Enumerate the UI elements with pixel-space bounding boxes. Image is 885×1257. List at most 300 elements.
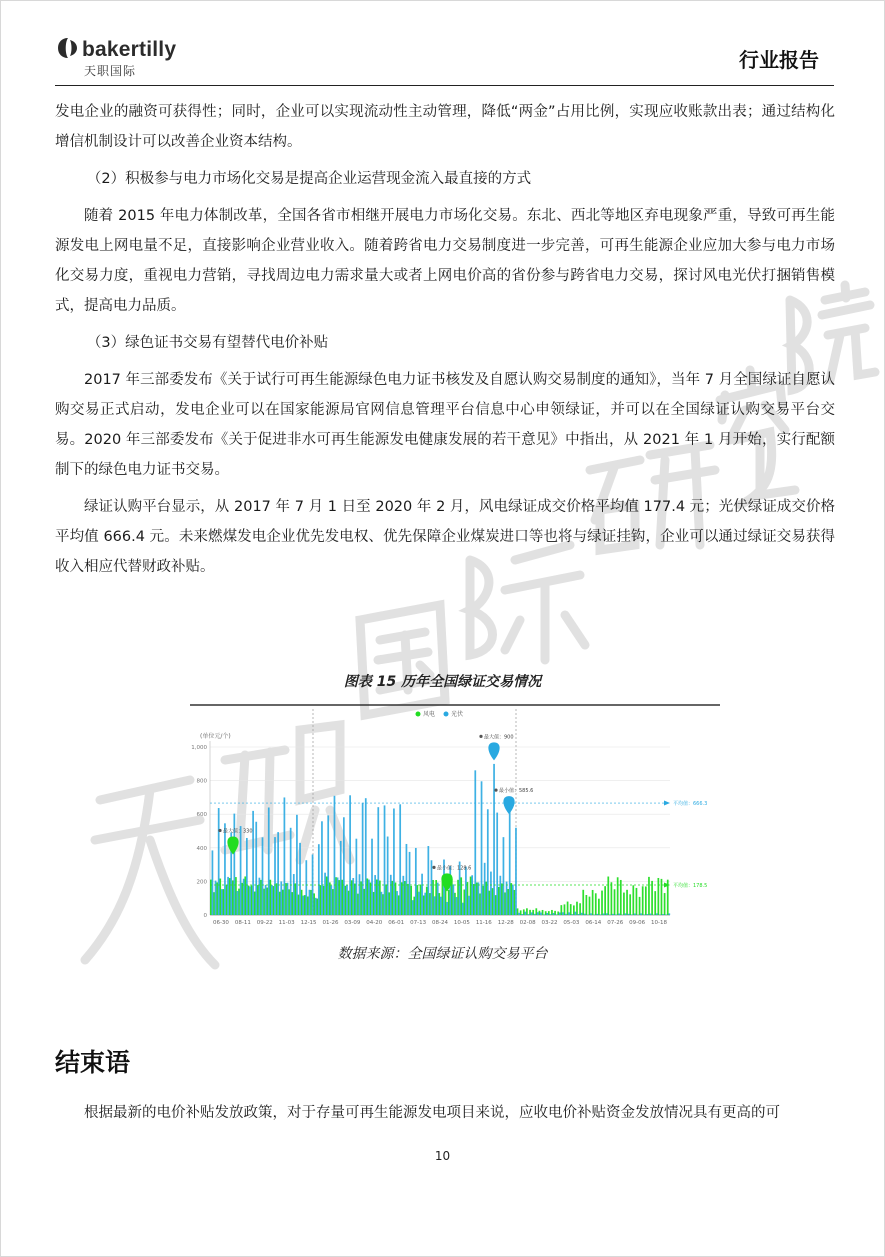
bar: [359, 874, 361, 915]
subheading: （3）绿色证书交易有望替代电价补贴: [86, 335, 329, 351]
bar: [418, 892, 420, 915]
bar: [501, 883, 503, 915]
bar: [343, 817, 345, 915]
bar: [356, 839, 358, 915]
bar: [374, 875, 376, 915]
bar: [438, 893, 440, 915]
bar: [453, 884, 455, 915]
bar: [432, 880, 434, 915]
y-tick-label: 0: [203, 913, 207, 919]
legend-label: 光伏: [451, 711, 464, 718]
x-tick-label: 08-11: [234, 920, 251, 926]
x-tick-label: 10-18: [651, 920, 668, 926]
legend-label: 风电: [423, 711, 436, 718]
bar: [651, 881, 653, 915]
bar: [348, 891, 350, 915]
bar: [409, 852, 411, 915]
bar: [490, 872, 492, 915]
bar: [388, 892, 390, 915]
bar: [546, 913, 548, 915]
bar: [420, 885, 422, 915]
bar: [642, 886, 644, 915]
legend-marker: [444, 712, 449, 717]
bar: [632, 885, 634, 915]
bar: [271, 885, 273, 915]
bar: [534, 914, 536, 915]
bar: [601, 891, 603, 915]
bar: [215, 881, 217, 915]
bar: [387, 837, 389, 915]
bar: [526, 908, 528, 915]
bar: [625, 913, 627, 915]
bar: [618, 914, 620, 915]
bar: [589, 897, 591, 915]
bar: [404, 881, 406, 915]
bar: [548, 911, 550, 915]
bar: [573, 905, 575, 915]
bar: [600, 914, 602, 915]
bar: [423, 895, 425, 915]
bar: [664, 893, 666, 915]
logo: [56, 34, 196, 80]
bar: [424, 893, 426, 915]
bar: [213, 892, 215, 915]
bar: [301, 890, 303, 915]
x-tick-label: 12-28: [497, 920, 514, 926]
pin-label-dot: [494, 789, 497, 792]
bar: [584, 914, 586, 915]
bar: [662, 914, 664, 915]
bar: [263, 889, 265, 915]
bar: [309, 890, 311, 915]
bar: [586, 895, 588, 915]
bar: [377, 807, 379, 915]
bar: [362, 803, 364, 915]
bar: [368, 880, 370, 915]
bar: [507, 889, 509, 915]
bar: [391, 881, 393, 915]
bar: [535, 908, 537, 915]
pin-label: 最小值：585.6: [499, 788, 534, 795]
bar: [287, 883, 289, 915]
bar: [273, 886, 275, 915]
bar: [257, 885, 259, 915]
pin-label: 最大值：330: [223, 828, 253, 835]
figure-caption: 图表 15 历年全国绿证交易情况: [343, 674, 542, 690]
bar: [659, 914, 661, 915]
bar: [581, 913, 583, 915]
x-tick-label: 06-01: [388, 920, 405, 926]
x-tick-label: 04-20: [366, 920, 383, 926]
x-tick-label: 01-26: [322, 920, 339, 926]
paragraph: 随着 2015 年电力体制改革，全国各省市相继开展电力市场化交易。东北、西北等地区弃电现象严重，导致可再生能源发电上网电量不足，直接影响企业营业收入。随着跨省电力交易制度进一步完善，可再生能源企业应加大参与电力市场化交易力度，重视电力营销，寻找周边电力需求量大或者上网电价高的省份参与跨省电力交易，探讨风电光伏打捆销售模式，提高电力品质。: [55, 208, 835, 314]
bar: [495, 895, 497, 915]
bar: [499, 876, 501, 915]
bar: [661, 879, 663, 915]
bar: [631, 914, 633, 915]
bar: [216, 882, 218, 915]
bar: [456, 897, 458, 915]
bar: [259, 878, 261, 915]
bar: [227, 877, 229, 915]
x-tick-label: 08-24: [432, 920, 448, 926]
bar: [285, 883, 287, 915]
bar: [654, 891, 656, 915]
bar: [265, 885, 267, 915]
bar: [620, 880, 622, 915]
bar: [235, 877, 237, 915]
bar: [277, 832, 279, 915]
bar: [570, 904, 572, 915]
bar: [647, 914, 649, 915]
bar: [665, 914, 667, 915]
bar: [238, 889, 240, 915]
bar: [449, 866, 451, 915]
bar: [320, 885, 322, 915]
bar: [366, 878, 368, 915]
bar: [614, 889, 616, 915]
x-tick-label: 06-14: [585, 920, 602, 926]
x-tick-label: 10-05: [453, 920, 470, 926]
bar: [349, 795, 351, 915]
bar: [327, 815, 329, 915]
bar: [440, 897, 442, 915]
bar: [576, 902, 578, 915]
page-number: 10: [434, 1149, 451, 1163]
bar: [357, 894, 359, 915]
bar: [318, 844, 320, 915]
y-tick-label: 1,000: [191, 745, 207, 751]
bar: [421, 874, 423, 915]
bar: [446, 902, 448, 915]
bar: [554, 911, 556, 915]
bar: [478, 882, 480, 915]
bar: [302, 896, 304, 915]
bar: [337, 877, 339, 915]
bar: [294, 883, 296, 915]
bar: [524, 912, 526, 915]
y-tick-label: 200: [196, 879, 207, 886]
bar: [434, 896, 436, 915]
pin-label-dot: [218, 829, 221, 832]
bar: [556, 914, 558, 915]
bar: [668, 913, 670, 915]
bar: [324, 873, 326, 915]
bar: [648, 877, 650, 915]
bar: [560, 905, 562, 915]
bar: [254, 892, 256, 915]
bar: [645, 886, 647, 915]
bar: [512, 885, 514, 915]
bar: [390, 875, 392, 915]
bar: [381, 892, 383, 915]
bar: [463, 890, 465, 915]
bar: [598, 899, 600, 915]
bar: [617, 877, 619, 915]
bar: [540, 912, 542, 915]
bar: [395, 883, 397, 915]
bar: [398, 895, 400, 915]
bar: [415, 848, 417, 915]
bar: [553, 913, 555, 915]
bar: [282, 890, 284, 915]
y-axis-label: (单位元/个): [200, 733, 231, 740]
bar: [468, 896, 470, 915]
bar: [305, 860, 307, 915]
bar: [223, 889, 225, 915]
bar: [304, 895, 306, 915]
bar: [221, 889, 223, 915]
logo-mark-icon: [56, 36, 80, 60]
bar: [410, 886, 412, 915]
bar: [467, 882, 469, 915]
bar: [334, 796, 336, 915]
bar: [656, 913, 658, 915]
header-rule: [55, 85, 834, 86]
bar: [523, 909, 525, 915]
pin-marker-icon: [503, 796, 514, 814]
bar: [384, 805, 386, 915]
bar: [268, 807, 270, 915]
bar: [592, 890, 594, 915]
bar: [288, 889, 290, 915]
bar: [310, 890, 312, 915]
body-text: [55, 97, 835, 589]
bar: [363, 889, 365, 915]
bar: [396, 891, 398, 915]
bar: [506, 882, 508, 915]
bar: [406, 844, 408, 915]
bar: [611, 882, 613, 915]
bar: [219, 879, 221, 915]
bar: [237, 891, 239, 915]
bar: [481, 781, 483, 915]
bar: [454, 893, 456, 915]
bar: [532, 910, 534, 915]
bar: [291, 892, 293, 915]
bar: [376, 880, 378, 915]
bar: [514, 890, 516, 915]
bar: [462, 903, 464, 915]
bar: [379, 881, 381, 915]
bar: [571, 914, 573, 915]
bar: [212, 850, 214, 915]
bar: [542, 910, 544, 915]
bar: [290, 828, 292, 915]
bar: [437, 883, 439, 915]
pin-label-dot: [479, 735, 482, 738]
bar: [465, 867, 467, 915]
bar: [385, 884, 387, 915]
bar: [636, 888, 638, 915]
bar: [426, 887, 428, 915]
bar: [352, 878, 354, 915]
bar: [224, 823, 226, 915]
bar: [484, 863, 486, 915]
chart: [190, 703, 720, 933]
bar: [244, 876, 246, 915]
bar: [603, 913, 605, 915]
bar: [248, 886, 250, 915]
bar: [249, 886, 251, 915]
bar: [370, 883, 372, 915]
logo-text-en: bakertilly: [82, 38, 177, 61]
bar: [241, 883, 243, 915]
bar: [279, 892, 281, 915]
bar: [564, 904, 566, 915]
bar: [521, 914, 523, 915]
bar: [551, 910, 553, 915]
bar: [299, 843, 301, 915]
bar: [243, 879, 245, 915]
bar: [640, 913, 642, 915]
bar: [504, 892, 506, 915]
y-tick-label: 400: [196, 845, 207, 852]
report-type: 行业报告: [739, 48, 819, 72]
bar: [335, 877, 337, 915]
bar: [503, 837, 505, 915]
bar: [510, 883, 512, 915]
bar: [427, 846, 429, 915]
bar: [240, 826, 242, 915]
bar: [492, 888, 494, 915]
bar: [473, 884, 475, 915]
bar: [643, 914, 645, 915]
bar: [373, 892, 375, 915]
bar: [417, 885, 419, 915]
legend-marker: [416, 712, 421, 717]
bar: [529, 910, 531, 915]
bar: [604, 886, 606, 915]
bar: [326, 876, 328, 915]
bar: [557, 911, 559, 915]
bar: [650, 914, 652, 915]
bar: [360, 881, 362, 915]
bar: [550, 914, 552, 915]
bar: [543, 914, 545, 915]
bar: [429, 893, 431, 915]
pin-label: 最大值：900: [484, 734, 514, 741]
logo-text-cn: 天职国际: [84, 64, 137, 78]
bar: [307, 896, 309, 915]
x-tick-label: 07-26: [607, 920, 624, 926]
bar: [517, 908, 519, 915]
bar: [448, 890, 450, 915]
bar: [321, 821, 323, 915]
bar: [595, 893, 597, 915]
bar: [413, 897, 415, 915]
bar: [528, 914, 530, 915]
bar: [582, 890, 584, 915]
y-tick-label: 600: [196, 812, 207, 819]
bar: [639, 897, 641, 915]
average-label: 平均值：178.5: [673, 883, 708, 890]
bar: [431, 860, 433, 915]
paragraph: 发电企业的融资可获得性；同时，企业可以实现流动性主动管理，降低“两金”占用比例，实现应收账款出表；通过结构化增信机制设计可以改善企业资本结构。: [55, 104, 835, 150]
bar: [401, 882, 403, 915]
bar: [476, 882, 478, 915]
bar: [629, 894, 631, 915]
bar: [351, 880, 353, 915]
bar: [276, 883, 278, 915]
chart-svg: [190, 703, 720, 933]
x-tick-label: 12-15: [300, 920, 317, 926]
bar: [496, 813, 498, 915]
bar: [489, 891, 491, 915]
bar: [402, 876, 404, 915]
bar: [246, 838, 248, 915]
bar: [539, 911, 541, 915]
bar: [280, 881, 282, 915]
bar: [518, 913, 520, 915]
pin-marker-icon: [227, 836, 238, 854]
bar: [568, 912, 570, 915]
x-tick-label: 03-09: [344, 920, 361, 926]
subheading: （2）积极参与电力市场化交易是提高企业运营现金流入最直接的方式: [86, 171, 532, 187]
bar: [493, 764, 495, 915]
figure-source: 数据来源：全国绿证认购交易平台: [337, 946, 548, 962]
bar: [251, 886, 253, 915]
bar: [330, 886, 332, 915]
paragraph: 2017 年三部委发布《关于试行可再生能源绿色电力证书核发及自愿认购交易制度的通知》，当年 7 月全国绿证自愿认购交易正式启动，发电企业可以在国家能源局官网信息管理平台信息中心申领绿证，并可以在全国绿证认购交易平台交易。2020 年三部委发布《关于促进非水可再生能源发电健康发展的若干意见》中指出，从 2021 年 1 月开始，实行配额制下的绿色电力证书交易。: [55, 372, 835, 478]
bar: [266, 888, 268, 915]
bar: [365, 798, 367, 915]
x-tick-label: 11-16: [475, 920, 492, 926]
bar: [634, 914, 636, 915]
bar: [471, 875, 473, 915]
bar: [606, 913, 608, 915]
bar: [284, 797, 286, 915]
bar: [657, 878, 659, 915]
bar: [393, 808, 395, 915]
bar: [607, 877, 609, 915]
bar: [407, 884, 409, 915]
bar: [229, 878, 231, 915]
bar: [296, 815, 298, 915]
bar: [315, 898, 317, 915]
bar: [313, 893, 315, 915]
bar: [442, 882, 444, 915]
bar: [346, 885, 348, 915]
bar: [559, 913, 561, 915]
bar: [255, 822, 257, 915]
bar: [260, 880, 262, 915]
bar: [498, 887, 500, 915]
bar: [562, 912, 564, 915]
bar: [615, 914, 617, 915]
bar: [371, 839, 373, 915]
section-title: 结束语: [55, 1048, 131, 1077]
bar: [487, 809, 489, 915]
bar: [332, 889, 334, 915]
bar: [345, 886, 347, 915]
x-tick-label: 05-03: [563, 920, 580, 926]
bar: [293, 874, 295, 915]
paragraph: 绿证认购平台显示，从 2017 年 7 月 1 日至 2020 年 2 月，风电绿证成交价格平均值 177.4 元；光伏绿证成交价格平均值 666.4 元。未来燃煤发电企业优先发电权、优先保障企业煤炭进口等也将与绿证挂钩，企业可以通过绿证交易获得收入相应代替财政补贴。: [55, 499, 835, 575]
x-tick-label: 09-06: [629, 920, 646, 926]
bar: [578, 914, 580, 915]
x-tick-label: 11-03: [278, 920, 295, 926]
bar: [590, 913, 592, 915]
bar: [323, 886, 325, 915]
x-tick-label: 07-13: [410, 920, 427, 926]
bar: [623, 893, 625, 915]
pin-label-dot: [432, 866, 435, 869]
x-tick-label: 09-22: [256, 920, 273, 926]
bar: [316, 899, 318, 915]
bar: [298, 895, 300, 915]
bar: [537, 912, 539, 915]
